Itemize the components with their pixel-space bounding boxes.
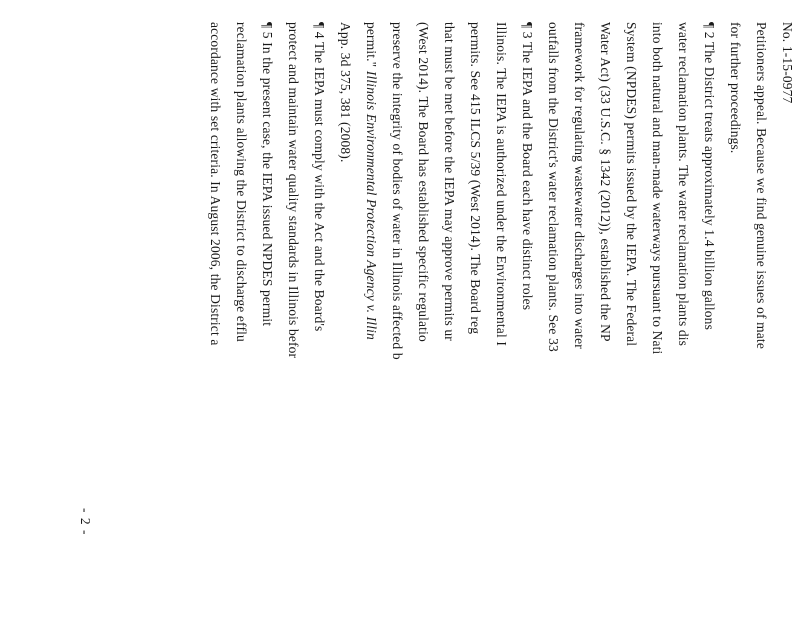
case-number: No. 1-15-0977 — [780, 22, 795, 104]
body-line: ¶ 4 The IEPA must comply with the Act and the Board's — [312, 22, 327, 332]
body-line: water reclamation plants. The water reclamation plants dis — [676, 22, 691, 347]
body-line: outfalls from the District's water reclamation plants. See 33 — [546, 22, 561, 352]
page-number: - 2 - — [78, 508, 93, 536]
body-line: System (NPDES) permits issued by the IEPA. The Federal — [624, 22, 639, 347]
rotated-text-block — [78, 0, 800, 618]
body-line: for further proceedings. — [728, 22, 743, 154]
body-line: reclamation plants allowing the District to discharge efflu — [234, 22, 249, 342]
body-line: (West 2014). The Board has established specific regulatio — [416, 22, 431, 342]
body-line: ¶ 2 The District treats approximately 1.4 billion gallons — [702, 22, 717, 330]
body-line: into both natural and man-made waterways pursuant to Nati — [650, 22, 665, 355]
body-line: accordance with set criteria. In August 2006, the District a — [208, 22, 223, 346]
body-line: preserve the integrity of bodies of water in Illinois affected b — [390, 22, 405, 360]
body-line: permit." Illinois Environmental Protection Agency v. Illin — [364, 22, 379, 340]
body-line: ¶ 5 In the present case, the IEPA issued NPDES permit — [260, 22, 275, 327]
body-line: permits. See 415 ILCS 5/39 (West 2014). The Board reg — [468, 22, 483, 335]
body-line: that must be met before the IEPA may approve permits ur — [442, 22, 457, 341]
body-line: App. 3d 375, 381 (2008). — [338, 22, 353, 163]
body-line: Illinois. The IEPA is authorized under the Environmental I — [494, 22, 509, 347]
body-line: Water Act) (33 U.S.C. § 1342 (2012)), established the NP — [598, 22, 613, 342]
body-line: protect and maintain water quality standards in Illinois befor — [286, 22, 301, 359]
body-line: Petitioners appeal. Because we find genuine issues of mate — [754, 22, 769, 349]
body-line: ¶ 3 The IEPA and the Board each have distinct roles — [520, 22, 535, 311]
body-line: framework for regulating wastewater discharges into water — [572, 22, 587, 349]
